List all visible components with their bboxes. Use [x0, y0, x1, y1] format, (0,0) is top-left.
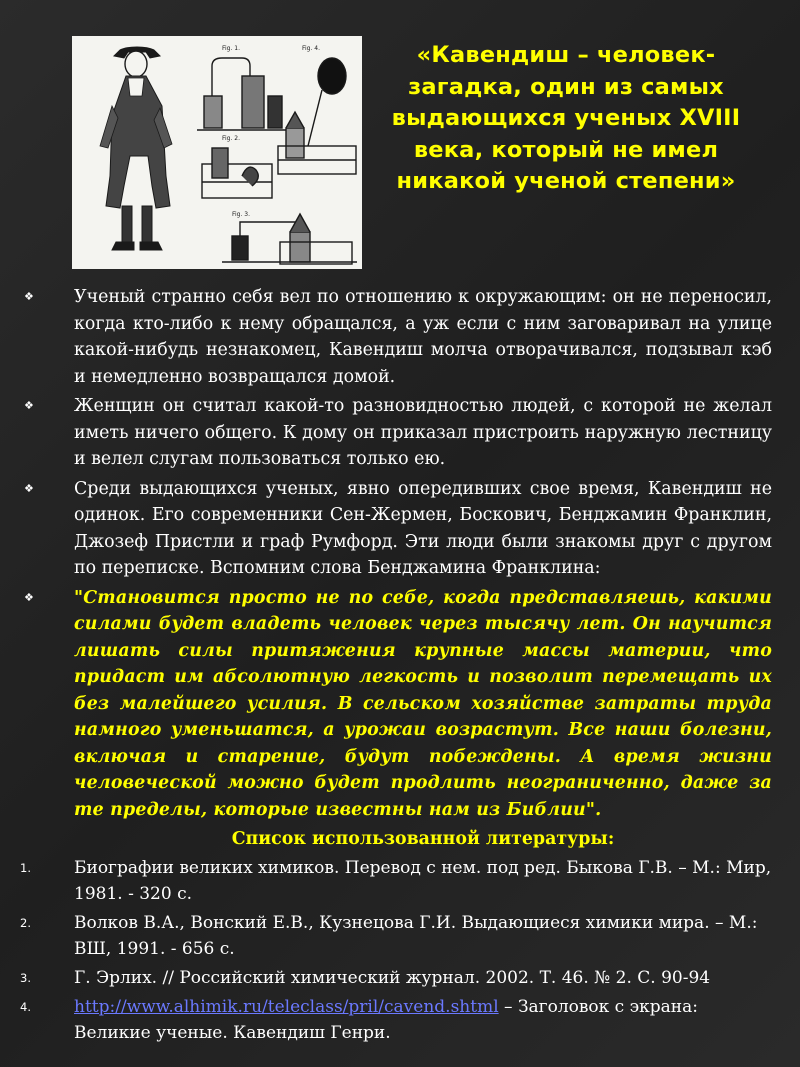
- reference-text: – Заголовок с экрана: Великие ученые. Кавендиш Генри.: [74, 996, 698, 1043]
- main-content: [20, 284, 772, 1049]
- bullet-text: Женщин он считал какой-то разновидностью людей, с которой не желал иметь ничего общего. К дому он приказал пристроить наружную лестницу и велел слугам пользоваться только ею.: [74, 396, 772, 469]
- diamond-bullet-icon: ❖: [24, 399, 34, 412]
- reference-number: 4.: [20, 999, 31, 1014]
- reference-number: 3.: [20, 970, 31, 985]
- svg-text:Fig. 1.: Fig. 1.: [222, 45, 241, 52]
- reference-item: [20, 910, 772, 962]
- diamond-bullet-icon: ❖: [24, 590, 34, 604]
- svg-text:Fig. 3.: Fig. 3.: [232, 211, 251, 218]
- page-title: «Кавендиш – человек-загадка, один из самых выдающихся ученых XVIII века, который не имел никакой ученой степени»: [391, 42, 741, 194]
- diamond-bullet-icon: ❖: [24, 481, 34, 495]
- bullet-item: [20, 476, 772, 582]
- reference-item: [20, 855, 772, 907]
- reference-item: [20, 994, 772, 1046]
- bullet-item: [20, 393, 772, 473]
- svg-text:Fig. 4.: Fig. 4.: [302, 45, 321, 52]
- reference-text: Волков В.А., Вонский Е.В., Кузнецова Г.И. Выдающиеся химики мира. – М.: ВШ, 1991. - 656 с.: [74, 912, 758, 959]
- reference-item: [20, 965, 772, 991]
- reference-number: 2.: [20, 915, 31, 930]
- cavendish-illustration: [72, 36, 362, 269]
- references-heading: Список использованной литературы:: [231, 829, 615, 849]
- svg-text:Fig. 2.: Fig. 2.: [222, 135, 241, 142]
- diamond-bullet-icon: ❖: [24, 290, 34, 303]
- reference-text: Г. Эрлих. // Российский химический журнал. 2002. Т. 46. № 2. С. 90-94: [74, 967, 711, 988]
- bullet-text: Среди выдающихся ученых, явно опередивших свое время, Кавендиш не одинок. Его современники Сен-Жермен, Боскович, Бенджамин Франклин, Джозеф Пристли и граф Румфорд. Эти люди были знакомы друг с другом по переписке. Вспомним слова Бенджамина Франклина:: [74, 478, 772, 578]
- reference-number: 1.: [20, 860, 31, 875]
- franklin-quote: "Становится просто не по себе, когда представляешь, какими силами будет владеть человек через тысячу лет. Он научится лишать силы притяжения крупные массы материи, что придаст им абсолютную легкость и позволит перемещать их без малейшего усилия. В сельском хозяйстве затраты труда намного уменьшатся, а урожаи возрастут. Все наши болезни, включая и старение, будут побеждены. А время жизни человеческой можно будет продлить неограниченно, даже за те пределы, которые известны нам из Библии".: [74, 587, 772, 820]
- bullet-item: [20, 585, 772, 824]
- reference-link[interactable]: http://www.alhimik.ru/teleclass/pril/cavend.shtml: [74, 996, 499, 1017]
- reference-text: Биографии великих химиков. Перевод с нем. под ред. Быкова Г.В. – М.: Мир, 1981. - 320 с.: [74, 857, 772, 904]
- bullet-item: [20, 284, 772, 390]
- bullet-text: Ученый странно себя вел по отношению к окружающим: он не переносил, когда кто-либо к нему обращался, а уж если с ним заговаривал на улице какой-нибудь незнакомец, Кавендиш молча отворачивался, подзывал кэб и немедленно возвращался домой.: [74, 287, 772, 387]
